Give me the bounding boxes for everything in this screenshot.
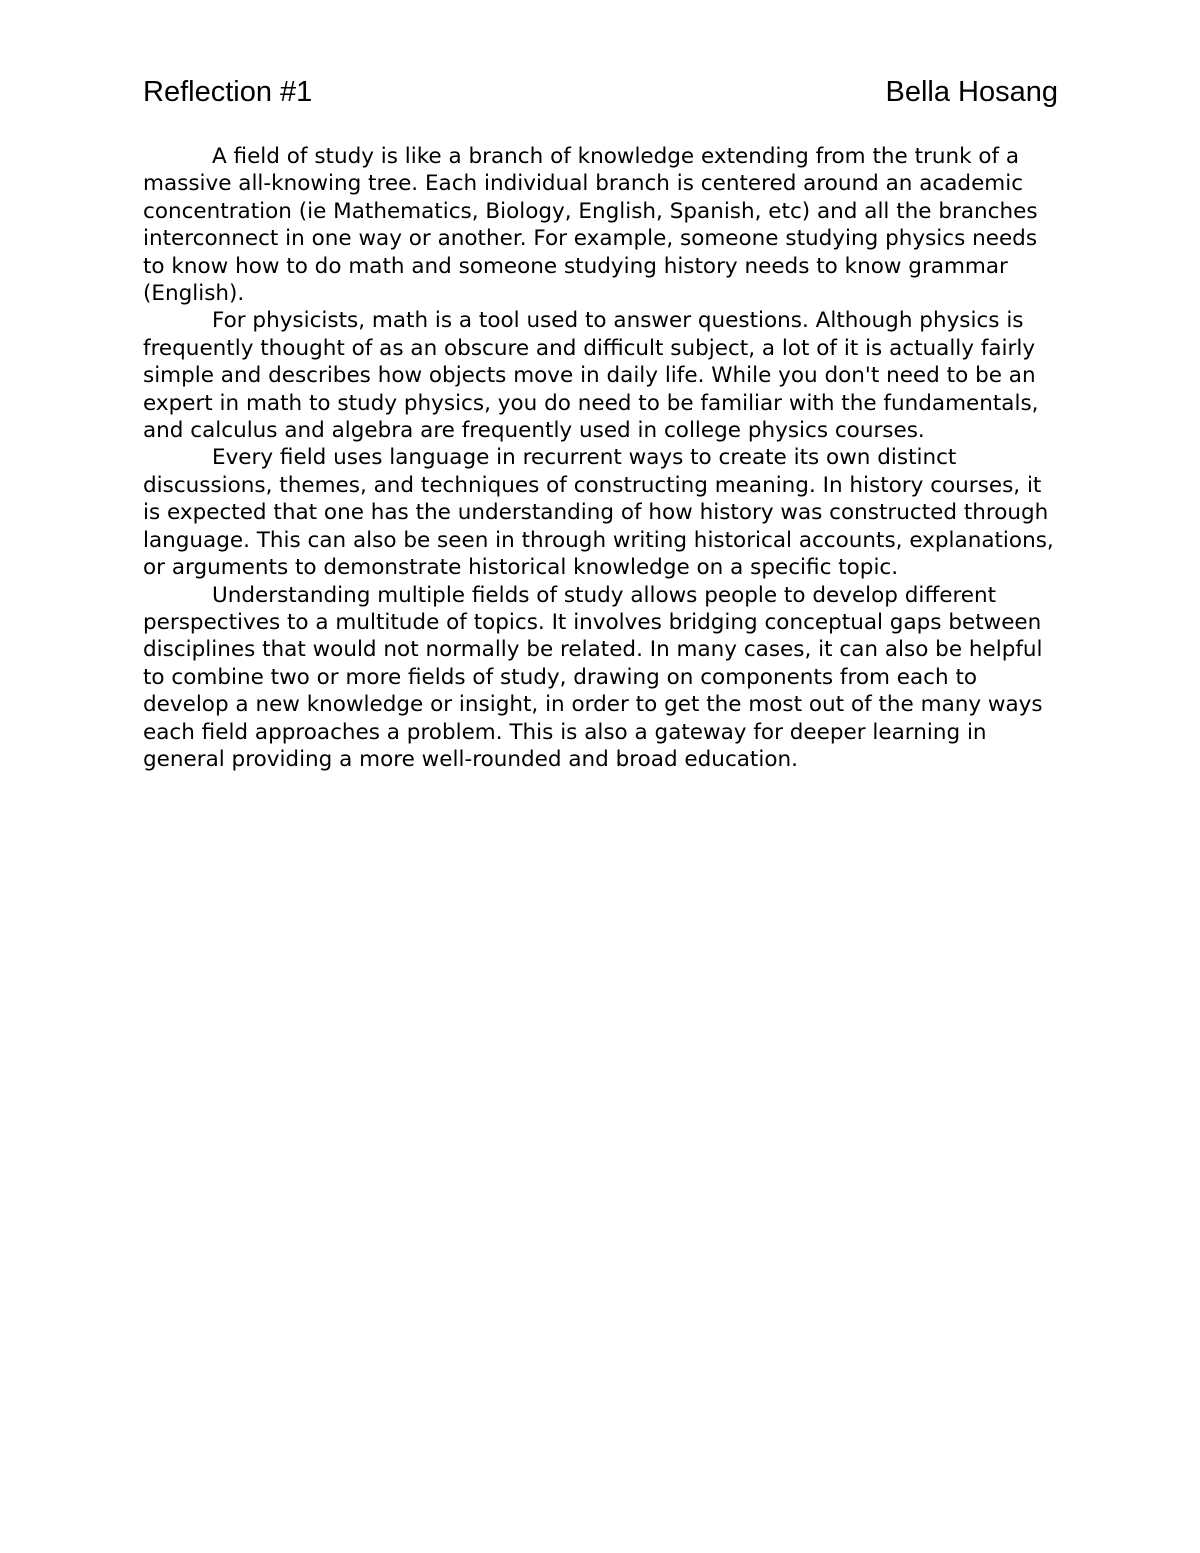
paragraph: For physicists, math is a tool used to answer questions. Although physics is frequently thought of as an obscure and difficult subject, a lot of it is actually fairly simple and describes how objects move in daily life. While you don't need to be an expert in math to study physics, you do need to be familiar with the fundamentals, and calculus and algebra are frequently used in college physics courses.: [143, 308, 1039, 444]
document-title: Reflection #1: [143, 76, 313, 108]
paragraph: Understanding multiple fields of study allows people to develop different perspectives to a multitude of topics. It involves bridging conceptual gaps between disciplines that would not normally be related. In many cases, it can also be helpful to combine two or more fields of study, drawing on components from each to develop a new knowledge or insight, in order to get the most out of the many ways each field approaches a problem. This is also a gateway for deeper learning in general providing a more well-rounded and broad education.: [143, 582, 1043, 772]
paragraph: Every field uses language in recurrent ways to create its own distinct discussions, themes, and techniques of constructing meaning. In history courses, it is expected that one has the understanding of how history was constructed through language. This can also be seen in through writing historical accounts, explanations, or arguments to demonstrate historical knowledge on a specific topic.: [143, 445, 1054, 581]
paragraph: A field of study is like a branch of knowledge extending from the trunk of a massive all-knowing tree. Each individual branch is centered around an academic concentration (ie Mathematics, Biology, English, Spanish, etc) and all the branches interconnect in one way or another. For example, someone studying physics needs to know how to do math and someone studying history needs to know grammar (English).: [143, 144, 1038, 307]
author-name: Bella Hosang: [885, 76, 1058, 108]
document-header: [143, 76, 1058, 116]
document-body: [143, 143, 1063, 773]
